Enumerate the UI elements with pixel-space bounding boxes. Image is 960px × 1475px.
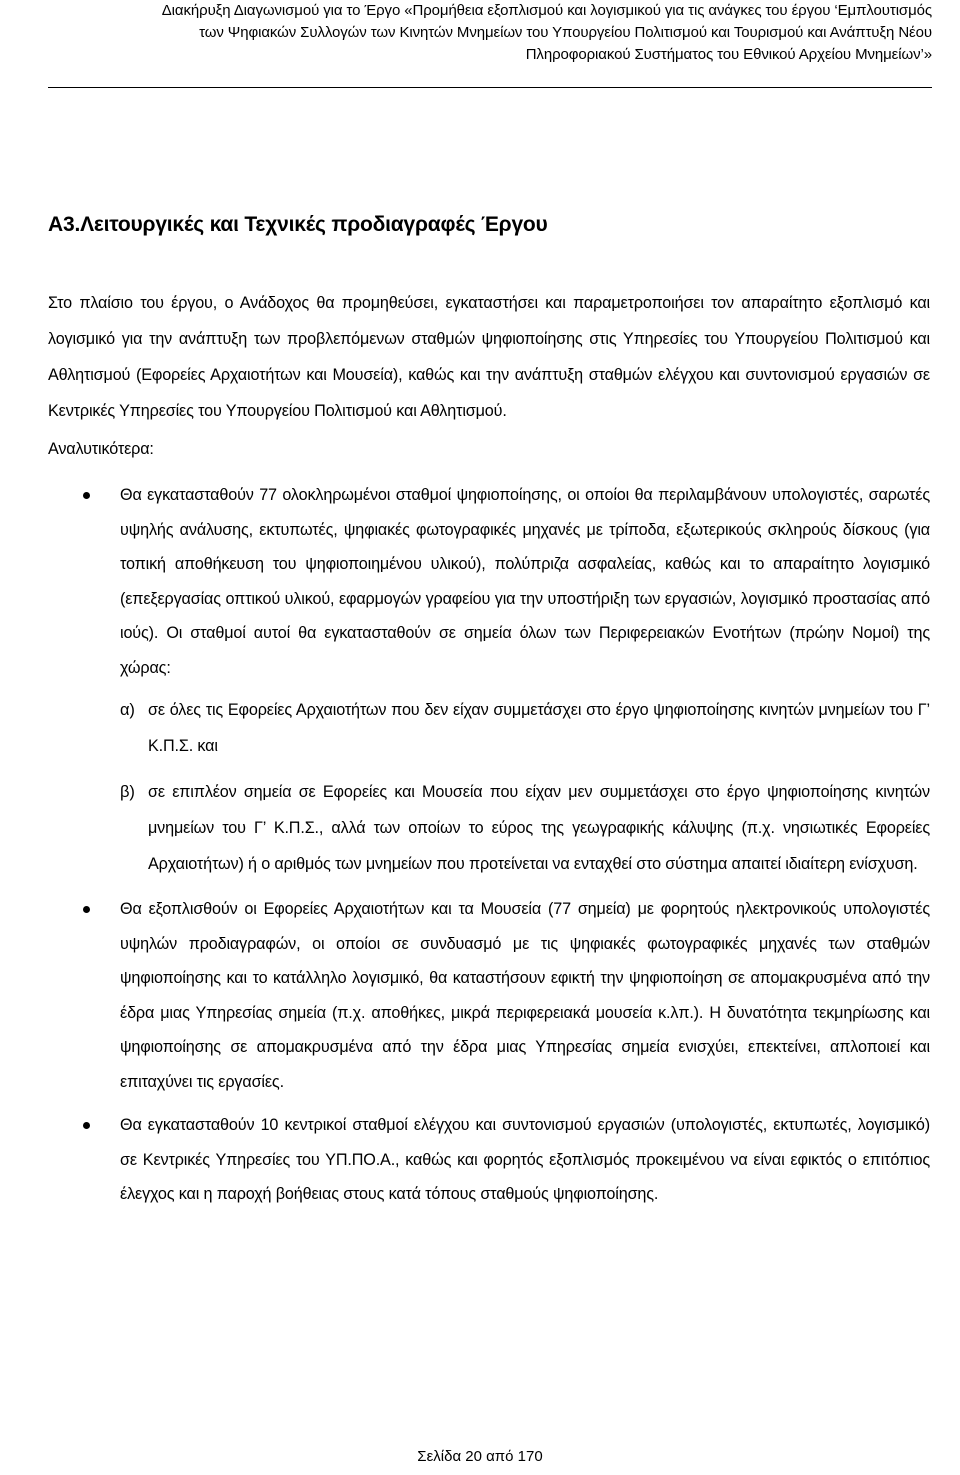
bullet-icon [83, 492, 90, 499]
page-number: Σελίδα 20 από 170 [417, 1448, 543, 1465]
section-body [48, 285, 930, 1221]
header-line-1: Διακήρυξη Διαγωνισμού για το Έργο «Προμήθεια εξοπλισμού και λογισμικού για τις ανάγκες του έργου ‘Εμπλουτισμός [161, 2, 932, 19]
list-item [48, 478, 930, 882]
sub-marker: α) [120, 701, 135, 719]
header-line-3: Πληροφοριακού Συστήματος του Εθνικού Αρχείου Μνημείων’» [525, 46, 932, 63]
bullet-icon [83, 1122, 90, 1129]
bullet-icon [83, 906, 90, 913]
sub-marker: β) [120, 783, 135, 801]
header-line-2: των Ψηφιακών Συλλογών των Κινητών Μνημείων του Υπουργείου Πολιτισμού και Τουρισμού και Ανάπτυξη Νέου [199, 24, 932, 41]
sub-list [120, 692, 930, 882]
list-item [48, 1108, 930, 1212]
intro-paragraph: Στο πλαίσιο του έργου, ο Ανάδοχος θα προμηθεύσει, εγκαταστήσει και παραμετροποιήσει τον απαραίτητο εξοπλισμό και λογισμικό για την ανάπτυξη των προβλεπόμενων σταθμών ψηφιοποίησης στις Υπηρεσίες του Υπουργείου Πολιτισμού και Αθλητισμού (Εφορείες Αρχαιοτήτων και Μουσεία), καθώς και την ανάπτυξη σταθμών ελέγχου και συντονισμού εργασιών σε Κεντρικές Υπηρεσίες του Υπουργείου Πολιτισμού και Αθλητισμού. [48, 294, 930, 420]
sub-text: σε επιπλέον σημεία σε Εφορείες και Μουσεία που είχαν μεν συμμετάσχει στο έργο ψηφιοποίησης κινητών μνημείων του Γ’ Κ.Π.Σ., αλλά των οποίων το εύρος της γεωγραφικής κάλυψης (π.χ. νησιωτικές Εφορείες Αρχαιοτήτων) ή ο αριθμός των μνημείων που προτείνεται να ενταχθεί στο σύστημα απαιτεί ιδιαίτερη ενίσχυση. [148, 783, 930, 873]
lead-text: Αναλυτικότερα: [48, 440, 154, 458]
bullet-text: Θα εγκατασταθούν 77 ολοκληρωμένοι σταθμοί ψηφιοποίησης, οι οποίοι θα περιλαμβάνουν υπολογιστές, σαρωτές υψηλής ανάλυσης, εκτυπωτές, ψηφιακές φωτογραφικές μηχανές με τρίποδα, εξωτερικούς σκληρούς δίσκους (για τοπική αποθήκευση του ψηφιοποιημένου υλικού), πολύπριζα ασφαλείας, καθώς και το απαραίτητο λογισμικό (επεξεργασίας οπτικού υλικού, εφαρμογών γραφείου για την υποστήριξη των εργασιών, λογισμικό προστασίας από ιούς). Οι σταθμοί αυτοί θα εγκατασταθούν σε σημεία όλων των Περιφερειακών Ενοτήτων (πρώην Νομοί) της χώρας: [120, 486, 930, 677]
sub-text: σε όλες τις Εφορείες Αρχαιοτήτων που δεν είχαν συμμετάσχει στο έργο ψηφιοποίησης κινητών μνημείων του Γ’ Κ.Π.Σ. και [148, 701, 930, 755]
sub-list-item [120, 774, 930, 882]
header-divider [48, 87, 932, 88]
bullet-list [48, 478, 930, 1212]
page-header [20, 0, 932, 66]
section-title: Α3.Λειτουργικές και Τεχνικές προδιαγραφές Έργου [48, 213, 548, 236]
list-item [48, 892, 930, 1099]
sub-list-item [120, 692, 930, 764]
bullet-text: Θα εξοπλισθούν οι Εφορείες Αρχαιοτήτων και τα Μουσεία (77 σημεία) με φορητούς ηλεκτρονικούς υπολογιστές υψηλών προδιαγραφών, οι οποίοι σε συνδυασμό με τις ψηφιακές φωτογραφικές μηχανές των σταθμών ψηφιοποίησης και το κατάλληλο λογισμικό, θα καταστήσουν εφικτή την ψηφιοποίηση σε απομακρυσμένα από την έδρα μιας Υπηρεσίας σημεία (π.χ. αποθήκες, μικρά περιφερειακά μουσεία κ.λπ.). Η δυνατότητα τεκμηρίωσης και ψηφιοποίησης σε απομακρυσμένα από την έδρα μιας Υπηρεσίας σημεία ενισχύει, επεκτείνει, απλοποιεί και επιταχύνει τις εργασίες. [120, 900, 930, 1091]
bullet-text: Θα εγκατασταθούν 10 κεντρικοί σταθμοί ελέγχου και συντονισμού εργασιών (υπολογιστές, εκτυπωτές, λογισμικό) σε Κεντρικές Υπηρεσίες του ΥΠ.ΠΟ.Α., καθώς και φορητός εξοπλισμός προκειμένου να είναι εφικτός ο επιτόπιος έλεγχος και η παροχή βοήθειας στους κατά τόπους σταθμούς ψηφιοποίησης. [120, 1116, 930, 1203]
